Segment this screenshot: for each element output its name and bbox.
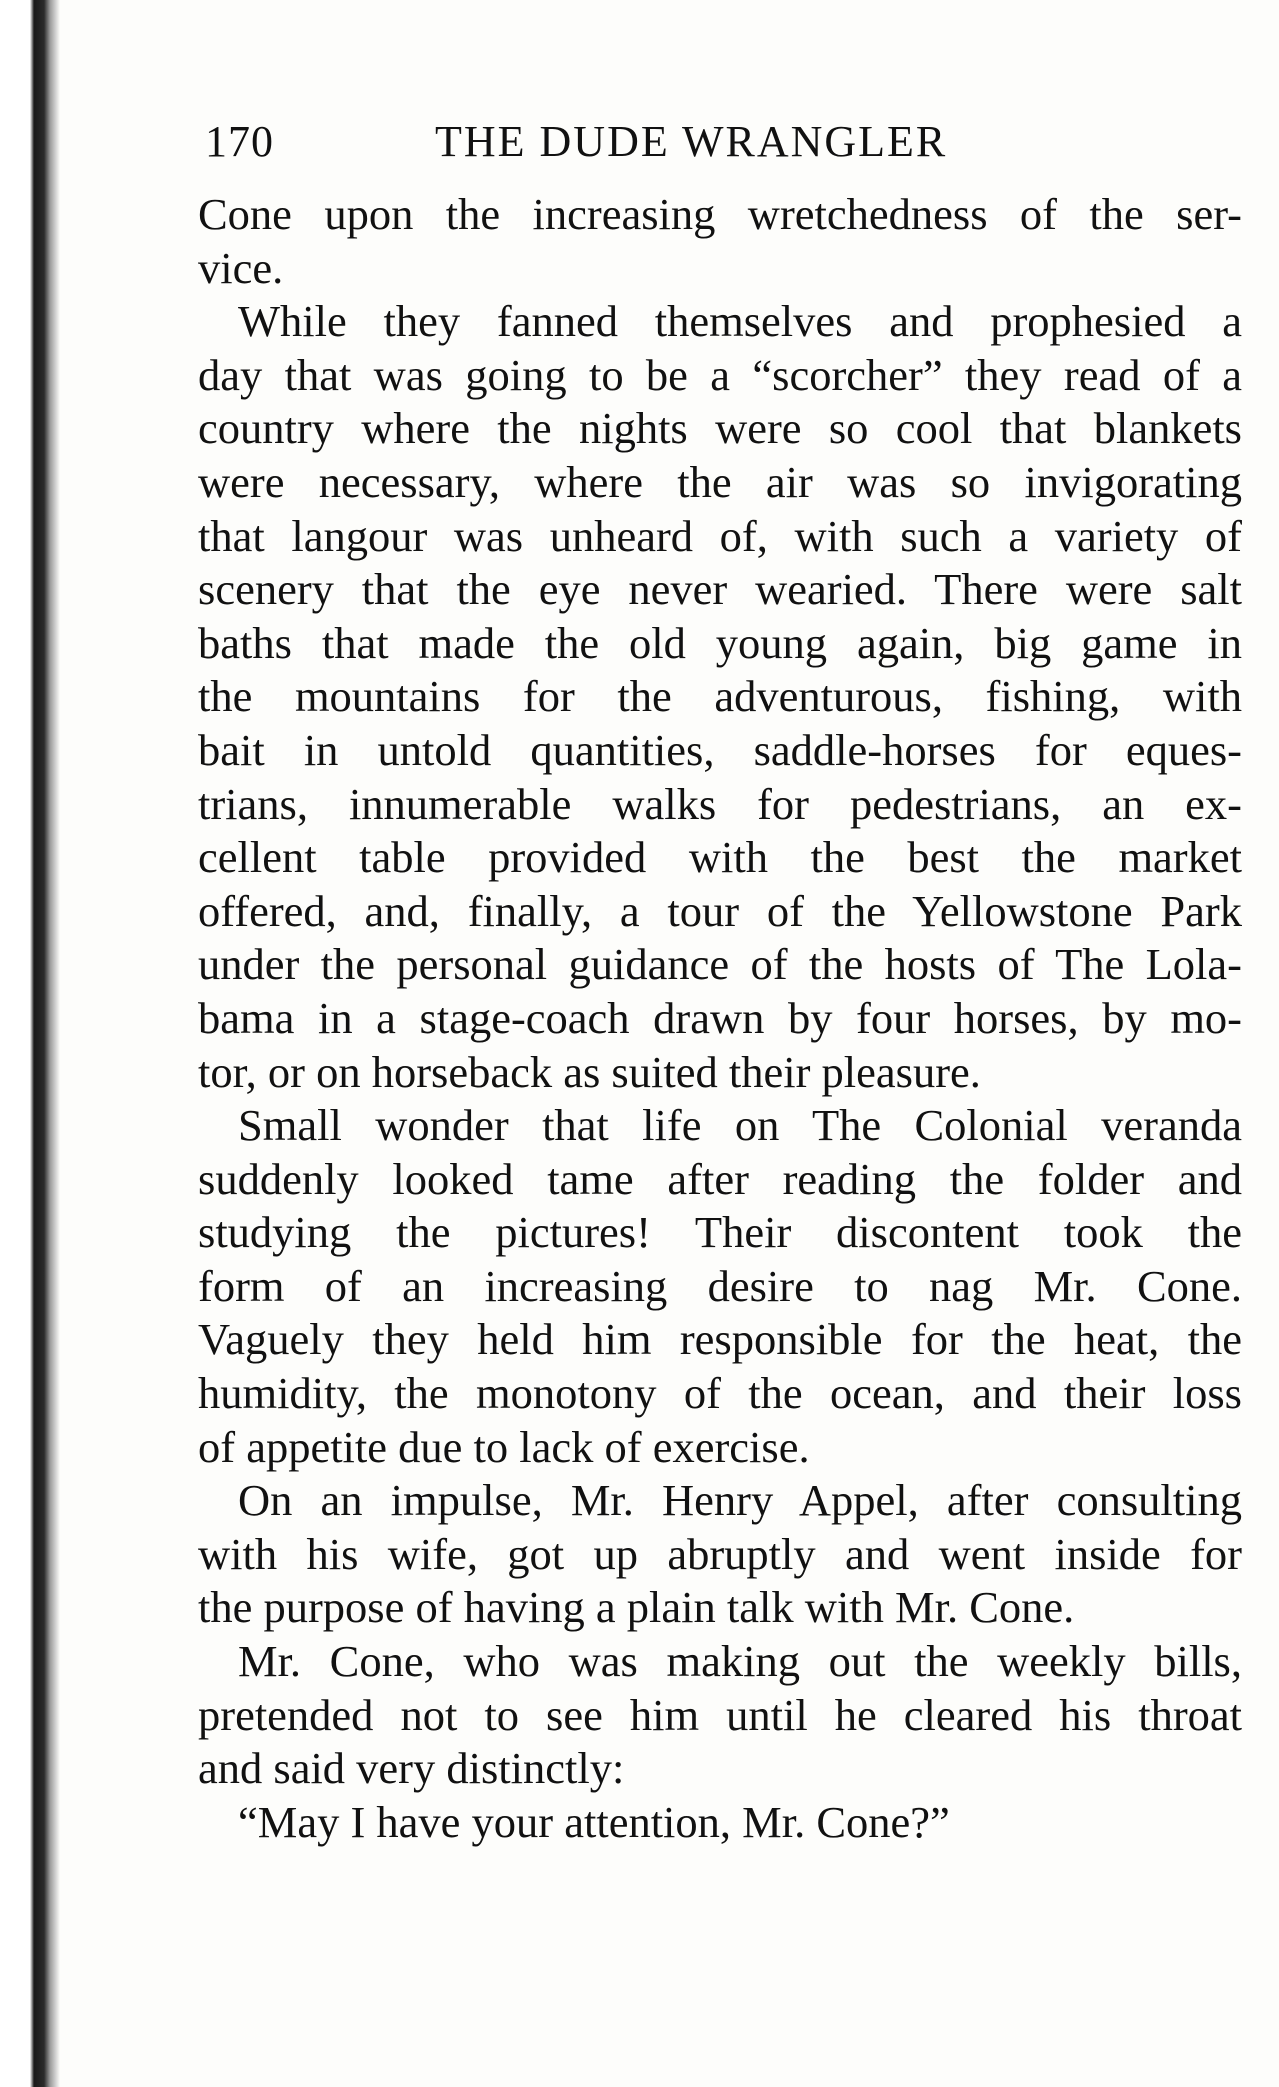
text-line: Small wonder that life on The Colonial veranda <box>238 1100 1242 1151</box>
text-line: tor, or on horseback as suited their pleasure. <box>198 1046 981 1097</box>
text-line: Cone upon the increasing wretchedness of the ser- <box>198 189 1242 239</box>
text-line: Mr. Cone, who was making out the weekly bills, <box>238 1636 1242 1687</box>
text-line: cellent table provided with the best the market <box>198 832 1242 883</box>
text-line: humidity, the monotony of the ocean, and their loss <box>198 1368 1242 1419</box>
text-line: suddenly looked tame after reading the folder and <box>198 1153 1242 1204</box>
text-line: and said very distinctly: <box>198 1743 625 1794</box>
running-head <box>205 112 1235 172</box>
page-number: 170 <box>205 117 274 166</box>
text-line: that langour was unheard of, with such a variety of <box>198 510 1242 561</box>
text-line: country where the nights were so cool that blankets <box>198 403 1242 454</box>
text-line: under the personal guidance of the hosts of The Lola- <box>198 939 1242 990</box>
text-line: the purpose of having a plain talk with Mr. Cone. <box>198 1582 1075 1633</box>
text-line: vice. <box>198 242 284 293</box>
text-line: scenery that the eye never wearied. There were salt <box>198 564 1242 615</box>
text-line: bait in untold quantities, saddle-horses for eques- <box>198 724 1242 775</box>
text-line: with his wife, got up abruptly and went inside for <box>198 1528 1242 1579</box>
text-line: While they fanned themselves and prophesied a <box>238 296 1242 347</box>
text-line: form of an increasing desire to nag Mr. Cone. <box>198 1260 1242 1311</box>
page-binding-edge <box>0 0 60 2087</box>
text-line: were necessary, where the air was so invigorating <box>198 456 1242 507</box>
running-title: THE DUDE WRANGLER <box>435 117 948 166</box>
text-line: Vaguely they held him responsible for the heat, the <box>198 1314 1242 1365</box>
text-line: studying the pictures! Their discontent took the <box>198 1207 1242 1258</box>
text-line: On an impulse, Mr. Henry Appel, after consulting <box>238 1475 1242 1526</box>
text-line: of appetite due to lack of exercise. <box>198 1421 810 1472</box>
text-line: baths that made the old young again, big game in <box>198 617 1242 668</box>
body-text <box>198 188 1242 1849</box>
text-line: the mountains for the adventurous, fishing, with <box>198 671 1242 722</box>
text-line: offered, and, finally, a tour of the Yellowstone Park <box>198 885 1242 936</box>
text-line: pretended not to see him until he cleared his throat <box>198 1689 1242 1740</box>
text-line: trians, innumerable walks for pedestrians, an ex- <box>198 778 1242 829</box>
text-line: day that was going to be a “scorcher” they read of a <box>198 349 1242 400</box>
text-line: “May I have your attention, Mr. Cone?” <box>238 1796 950 1847</box>
text-line: bama in a stage-coach drawn by four horses, by mo- <box>198 992 1242 1043</box>
